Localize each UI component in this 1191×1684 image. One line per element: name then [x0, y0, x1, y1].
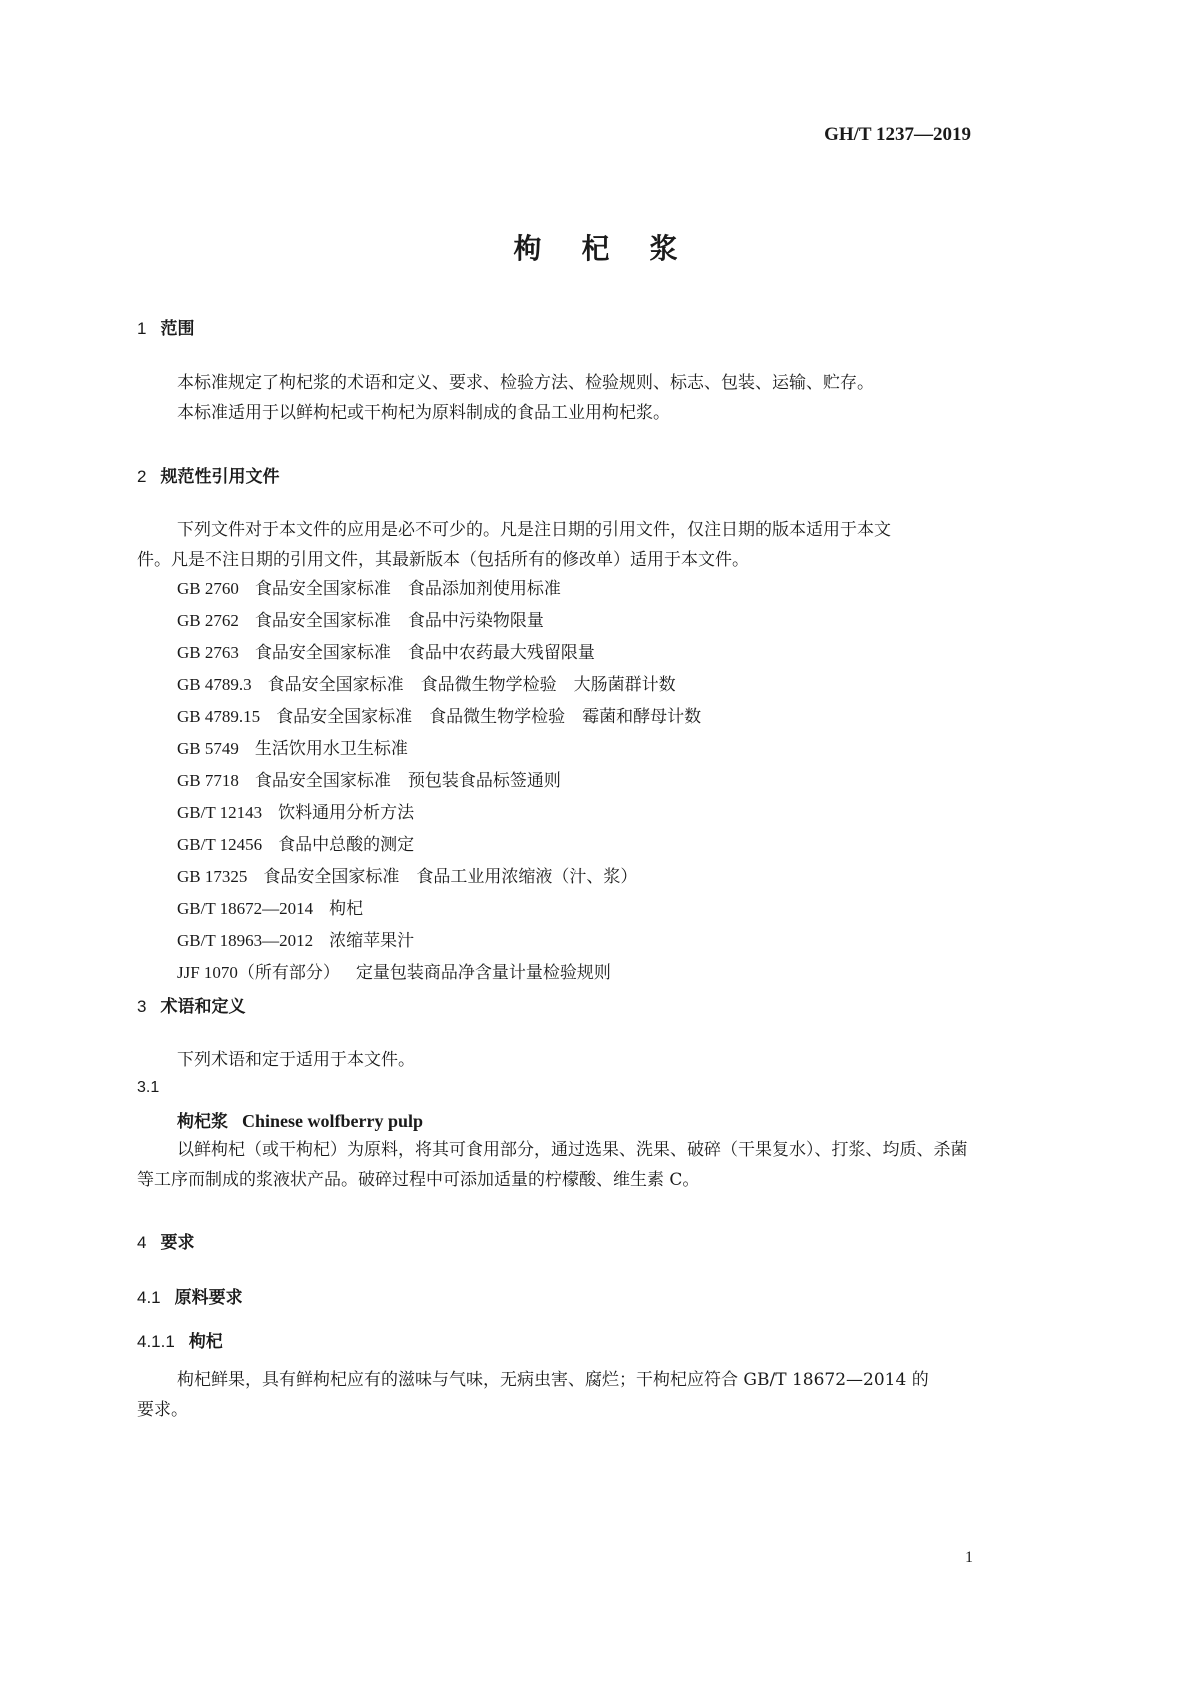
reference-code: JJF 1070（所有部分） [177, 963, 340, 982]
scope-paragraph-1: 本标准规定了枸杞浆的术语和定义、要求、检验方法、检验规则、标志、包装、运输、贮存。 [177, 373, 874, 393]
reference-title: 饮料通用分析方法 [278, 803, 415, 823]
reference-title: 食品安全国家标准 食品微生物学检验 霉菌和酵母计数 [276, 707, 702, 727]
reference-item [177, 765, 1077, 797]
reference-title: 食品安全国家标准 食品中农药最大残留限量 [254, 643, 595, 663]
term-entry [177, 1107, 423, 1132]
reference-title: 食品安全国家标准 食品中污染物限量 [254, 611, 544, 631]
standard-code: GH/T 1237—2019 [824, 124, 971, 145]
reference-item [177, 861, 1077, 893]
raw-material-paragraph-line-1: 枸杞鲜果，具有鲜枸杞应有的滋味与气味，无病虫害、腐烂；干枸杞应符合 GB/T 18672—2014 的 [177, 1370, 929, 1390]
section-4-1-heading [137, 1283, 243, 1308]
document-title: 枸杞浆 [513, 232, 718, 265]
term-chinese: 枸杞浆 [177, 1112, 228, 1132]
raw-material-paragraph-line-2: 要求。 [137, 1400, 188, 1420]
reference-title: 食品中总酸的测定 [278, 835, 415, 855]
reference-code: GB/T 18672—2014 [177, 899, 314, 918]
references-intro-line-1: 下列文件对于本文件的应用是必不可少的。凡是注日期的引用文件，仅注日期的版本适用于本文 [177, 520, 891, 540]
scope-paragraph-2: 本标准适用于以鲜枸杞或干枸杞为原料制成的食品工业用枸杞浆。 [177, 403, 670, 423]
section-number: 2 [137, 467, 147, 486]
reference-item [177, 829, 1077, 861]
section-4-heading [137, 1228, 194, 1253]
reference-title: 食品安全国家标准 食品添加剂使用标准 [254, 579, 561, 599]
reference-title: 食品安全国家标准 食品微生物学检验 大肠菌群计数 [267, 675, 676, 695]
reference-code: GB 2762 [177, 611, 239, 630]
reference-item [177, 605, 1077, 637]
reference-title: 枸杞 [329, 899, 364, 919]
reference-code: GB 4789.3 [177, 675, 252, 694]
references-intro-line-2: 件。凡是不注日期的引用文件，其最新版本（包括所有的修改单）适用于本文件。 [137, 550, 749, 570]
reference-item [177, 669, 1077, 701]
reference-code: GB/T 18963—2012 [177, 931, 314, 950]
page-number: 1 [965, 1549, 973, 1566]
section-title: 原料要求 [174, 1288, 243, 1308]
reference-title: 浓缩苹果汁 [329, 931, 415, 951]
reference-item [177, 893, 1077, 925]
reference-item [177, 957, 1077, 989]
section-number: 3 [137, 997, 147, 1016]
section-title: 要求 [160, 1233, 195, 1253]
section-title: 规范性引用文件 [160, 467, 280, 487]
section-number: 1 [137, 319, 147, 338]
reference-code: GB 2760 [177, 579, 239, 598]
reference-item [177, 701, 1077, 733]
reference-code: GB 7718 [177, 771, 239, 790]
reference-item [177, 573, 1077, 605]
reference-code: GB 17325 [177, 867, 248, 886]
section-2-heading [137, 462, 279, 487]
reference-code: GB/T 12143 [177, 803, 263, 822]
section-1-heading [137, 314, 194, 339]
reference-title: 生活饮用水卫生标准 [254, 739, 408, 759]
section-title: 术语和定义 [160, 997, 246, 1017]
section-number: 4.1 [137, 1288, 161, 1307]
term-english: Chinese wolfberry pulp [242, 1111, 424, 1131]
terms-intro: 下列术语和定于适用于本文件。 [177, 1050, 415, 1070]
reference-title: 食品安全国家标准 预包装食品标签通则 [254, 771, 561, 791]
reference-code: GB 2763 [177, 643, 239, 662]
reference-title: 定量包装商品净含量计量检验规则 [355, 963, 611, 983]
term-definition-line-1: 以鲜枸杞（或干枸杞）为原料，将其可食用部分，通过选果、洗果、破碎（干果复水）、打浆、均质、杀菌 [177, 1140, 968, 1160]
reference-item [177, 797, 1077, 829]
section-4-1-1-heading [137, 1327, 223, 1352]
term-number: 3.1 [137, 1079, 160, 1096]
reference-item [177, 925, 1077, 957]
reference-code: GB 5749 [177, 739, 239, 758]
section-3-heading [137, 992, 245, 1017]
section-title: 范围 [160, 319, 195, 339]
term-definition-line-2: 等工序而制成的浆液状产品。破碎过程中可添加适量的柠檬酸、维生素 C。 [137, 1170, 700, 1190]
reference-item [177, 637, 1077, 669]
section-number: 4 [137, 1233, 147, 1252]
reference-title: 食品安全国家标准 食品工业用浓缩液（汁、浆） [263, 867, 638, 887]
section-number: 4.1.1 [137, 1332, 175, 1351]
reference-code: GB 4789.15 [177, 707, 261, 726]
reference-code: GB/T 12456 [177, 835, 263, 854]
section-title: 枸杞 [188, 1332, 223, 1352]
reference-list [177, 573, 1077, 989]
reference-item [177, 733, 1077, 765]
